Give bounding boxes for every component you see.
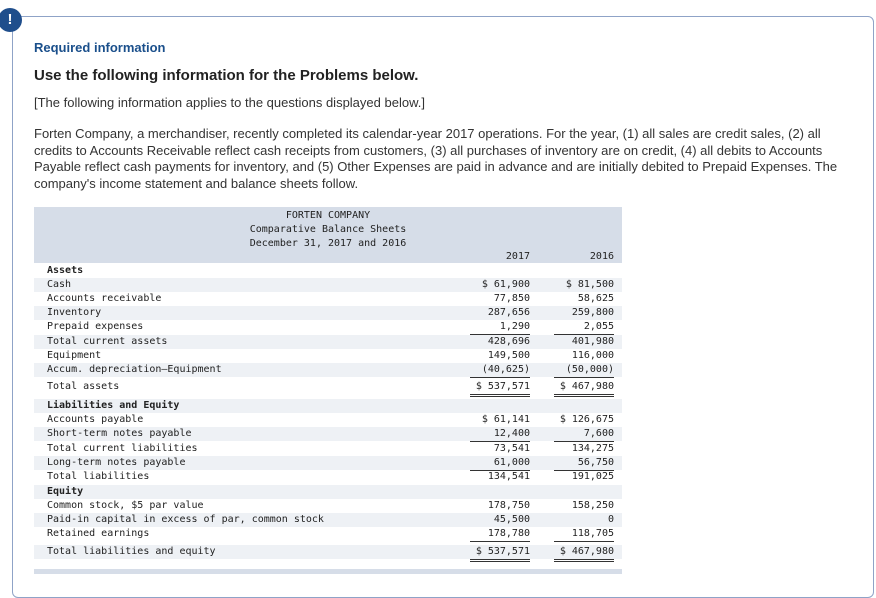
table-row <box>34 456 622 470</box>
value-2016: $ 126,675 <box>559 414 614 425</box>
row-label: Long-term notes payable <box>47 457 186 468</box>
row-label: Liabilities and Equity <box>47 400 180 411</box>
value-2017: $ 61,141 <box>481 414 530 425</box>
table-row <box>34 427 622 441</box>
value-2016: 158,250 <box>571 500 614 511</box>
value-2016: 259,800 <box>571 307 614 318</box>
instruction-heading: Use the following information for the Problems below. <box>34 67 419 84</box>
statement-date: December 31, 2017 and 2016 <box>249 238 407 249</box>
row-label: Prepaid expenses <box>47 321 144 332</box>
table-row <box>34 527 622 541</box>
alert-icon: ! <box>0 8 22 32</box>
value-2016: (50,000) <box>554 363 614 378</box>
company-name: FORTEN COMPANY <box>285 210 371 221</box>
row-label: Cash <box>47 279 72 290</box>
row-label: Total current liabilities <box>47 443 198 454</box>
value-2016: $ 467,980 <box>554 545 614 562</box>
table-row <box>34 380 622 394</box>
row-label: Total liabilities and equity <box>47 546 216 557</box>
value-2016: 118,705 <box>554 527 614 542</box>
value-2016: 191,025 <box>571 471 614 482</box>
table-row <box>34 335 622 349</box>
table-row <box>34 292 622 306</box>
table-row <box>34 485 622 499</box>
table-row <box>34 349 622 363</box>
value-2017: 77,850 <box>493 293 530 304</box>
value-2016: 56,750 <box>554 456 614 471</box>
row-label: Total liabilities <box>47 471 150 482</box>
table-row <box>34 442 622 456</box>
value-2017: 134,541 <box>487 471 530 482</box>
table-row <box>34 499 622 513</box>
value-2017: $ 537,571 <box>470 545 530 562</box>
value-2016: $ 81,500 <box>565 279 614 290</box>
value-2017: (40,625) <box>470 363 530 378</box>
required-information-heading: Required information <box>34 40 166 55</box>
row-label: Equipment <box>47 350 102 361</box>
row-label: Total current assets <box>47 336 168 347</box>
value-2016: 7,600 <box>554 427 614 442</box>
value-2017: 149,500 <box>487 350 530 361</box>
table-row <box>34 413 622 427</box>
column-header-2017: 2017 <box>505 251 530 262</box>
row-label: Common stock, $5 par value <box>47 500 204 511</box>
value-2016: 134,275 <box>571 443 614 454</box>
row-label: Paid-in capital in excess of par, common stock <box>47 514 324 525</box>
problem-paragraph: Forten Company, a merchandiser, recently completed its calendar-year 2017 operations. For the year, (1) all sales are credit sales, (2) all credits to Accounts Receivable reflect cash receipts from customers, (3) all purchases of inventory are on credit, (4) all debits to Accounts Payable reflect cash payments for inventory, and (5) Other Expenses are paid in advance and are initially debited to Prepaid Expenses. The company's income statement and balance sheets follow. <box>34 126 838 191</box>
row-label: Inventory <box>47 307 102 318</box>
column-header-2016: 2016 <box>589 251 614 262</box>
table-row <box>34 264 622 278</box>
value-2017: 178,750 <box>487 500 530 511</box>
table-row <box>34 470 622 484</box>
value-2016: $ 467,980 <box>554 380 614 397</box>
value-2017: 1,290 <box>470 320 530 335</box>
row-label: Total assets <box>47 381 120 392</box>
statement-name: Comparative Balance Sheets <box>249 224 407 235</box>
row-label: Short-term notes payable <box>47 428 192 439</box>
balance-sheet-header <box>34 207 622 263</box>
value-2017: 12,400 <box>470 427 530 442</box>
table-row <box>34 320 622 334</box>
value-2017: 428,696 <box>487 336 530 347</box>
row-label: Accounts payable <box>47 414 144 425</box>
value-2017: 73,541 <box>493 443 530 454</box>
table-row <box>34 545 622 559</box>
table-row <box>34 363 622 377</box>
value-2016: 401,980 <box>571 336 614 347</box>
value-2016: 116,000 <box>571 350 614 361</box>
value-2017: $ 61,900 <box>481 279 530 290</box>
value-2017: 287,656 <box>487 307 530 318</box>
table-row <box>34 278 622 292</box>
value-2017: $ 537,571 <box>470 380 530 397</box>
row-label: Accounts receivable <box>47 293 162 304</box>
row-label: Equity <box>47 486 84 497</box>
value-2016: 58,625 <box>577 293 614 304</box>
applies-note: [The following information applies to the questions displayed below.] <box>34 95 425 110</box>
value-2016: 0 <box>607 514 614 525</box>
table-row <box>34 513 622 527</box>
value-2016: 2,055 <box>554 320 614 335</box>
value-2017: 178,780 <box>470 527 530 542</box>
value-2017: 45,500 <box>493 514 530 525</box>
row-label: Accum. depreciation—Equipment <box>47 364 222 375</box>
value-2017: 61,000 <box>470 456 530 471</box>
table-row <box>34 399 622 413</box>
table-bottom-border <box>34 569 622 574</box>
row-label: Assets <box>47 265 84 276</box>
table-row <box>34 306 622 320</box>
row-label: Retained earnings <box>47 528 150 539</box>
balance-sheet-table <box>34 207 622 574</box>
